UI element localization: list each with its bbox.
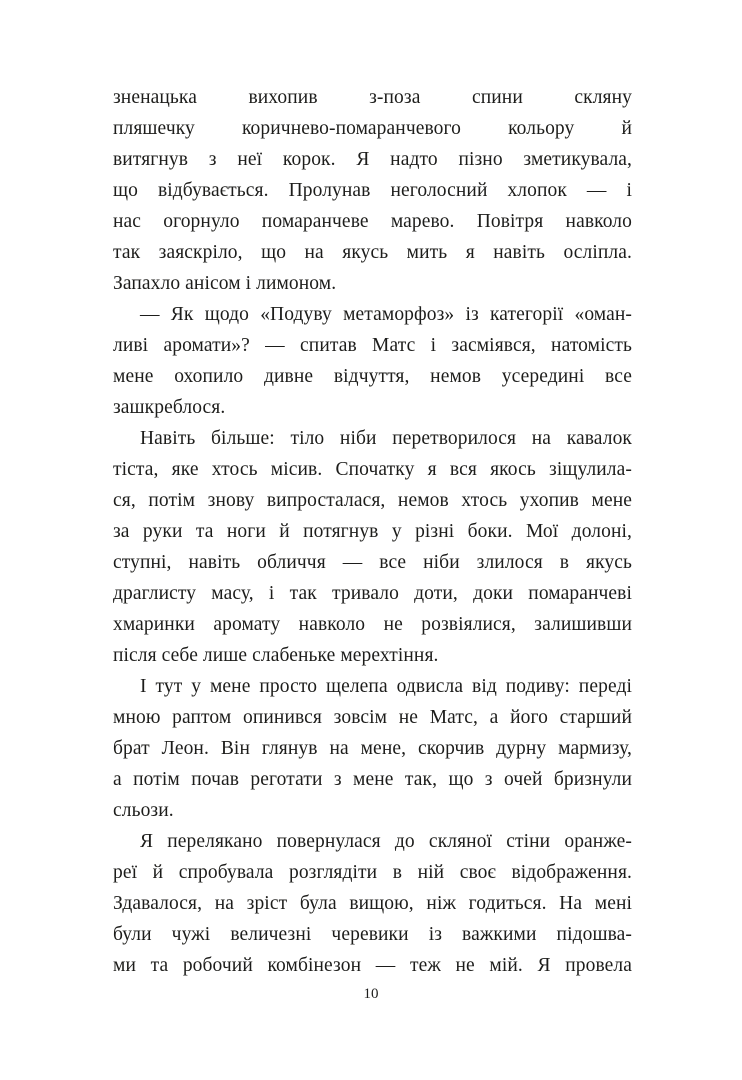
text-line: ми та робочий комбінезон — теж не мій. Я провела	[113, 955, 632, 976]
text-line: Здавалося, на зріст була вищою, ніж годиться. На мені	[113, 893, 632, 914]
text-line: мною раптом опинився зовсім не Матс, а його старший	[113, 707, 632, 728]
text-block	[113, 82, 632, 981]
paragraph	[113, 299, 632, 423]
paragraph	[113, 423, 632, 671]
text-line: за руки та ноги й потягнув у різні боки. Мої долоні,	[113, 521, 632, 542]
text-line: Я перелякано повернулася до скляної стіни оранже-	[140, 831, 632, 852]
text-line: після себе лише слабеньке мерехтіння.	[113, 645, 439, 666]
paragraph	[113, 671, 632, 826]
text-line: були чужі величезні черевики із важкими підошва-	[113, 924, 632, 945]
text-line: — Як щодо «Подуву метаморфоз» із категорії «оман-	[140, 304, 632, 325]
text-line: мене охопило дивне відчуття, немов усередині все	[113, 366, 632, 387]
text-line: І тут у мене просто щелепа одвисла від подиву: переді	[140, 676, 632, 697]
text-line: зашкреблося.	[113, 397, 226, 418]
text-line: що відбувається. Пролунав неголосний хлопок — і	[113, 180, 632, 201]
text-line: ся, потім знову випросталася, немов хтось ухопив мене	[113, 490, 632, 511]
text-line: хмаринки аромату навколо не розвіялися, залишивши	[113, 614, 632, 635]
text-line: брат Леон. Він глянув на мене, скорчив дурну мармизу,	[113, 738, 632, 759]
paragraph	[113, 826, 632, 981]
page-number: 10	[363, 986, 379, 1002]
paragraph	[113, 82, 632, 299]
text-line: Навіть більше: тіло ніби перетворилося на кавалок	[140, 428, 632, 449]
text-line: тіста, яке хтось місив. Спочатку я вся якось зіщулила-	[113, 459, 632, 480]
text-line: зненацька вихопив з-поза спини скляну	[113, 87, 632, 108]
text-line: драглисту масу, і так тривало доти, доки помаранчеві	[113, 583, 632, 604]
text-line: витягнув з неї корок. Я надто пізно зметикувала,	[113, 149, 632, 170]
text-line: ливі аромати»? — спитав Матс і засміявся, натомість	[113, 335, 632, 356]
text-line: реї й спробувала розглядіти в ній своє відображення.	[113, 862, 632, 883]
text-line: а потім почав реготати з мене так, що з очей бризнули	[113, 769, 632, 790]
text-line: ступні, навіть обличчя — все ніби злилося в якусь	[113, 552, 632, 573]
text-line: Запахло анісом і лимоном.	[113, 273, 337, 294]
text-line: пляшечку коричнево-помаранчевого кольору й	[113, 118, 632, 139]
text-line: сльози.	[113, 800, 174, 821]
text-line: нас огорнуло помаранчеве марево. Повітря навколо	[113, 211, 632, 232]
text-line: так заяскріло, що на якусь мить я навіть осліпла.	[113, 242, 632, 263]
